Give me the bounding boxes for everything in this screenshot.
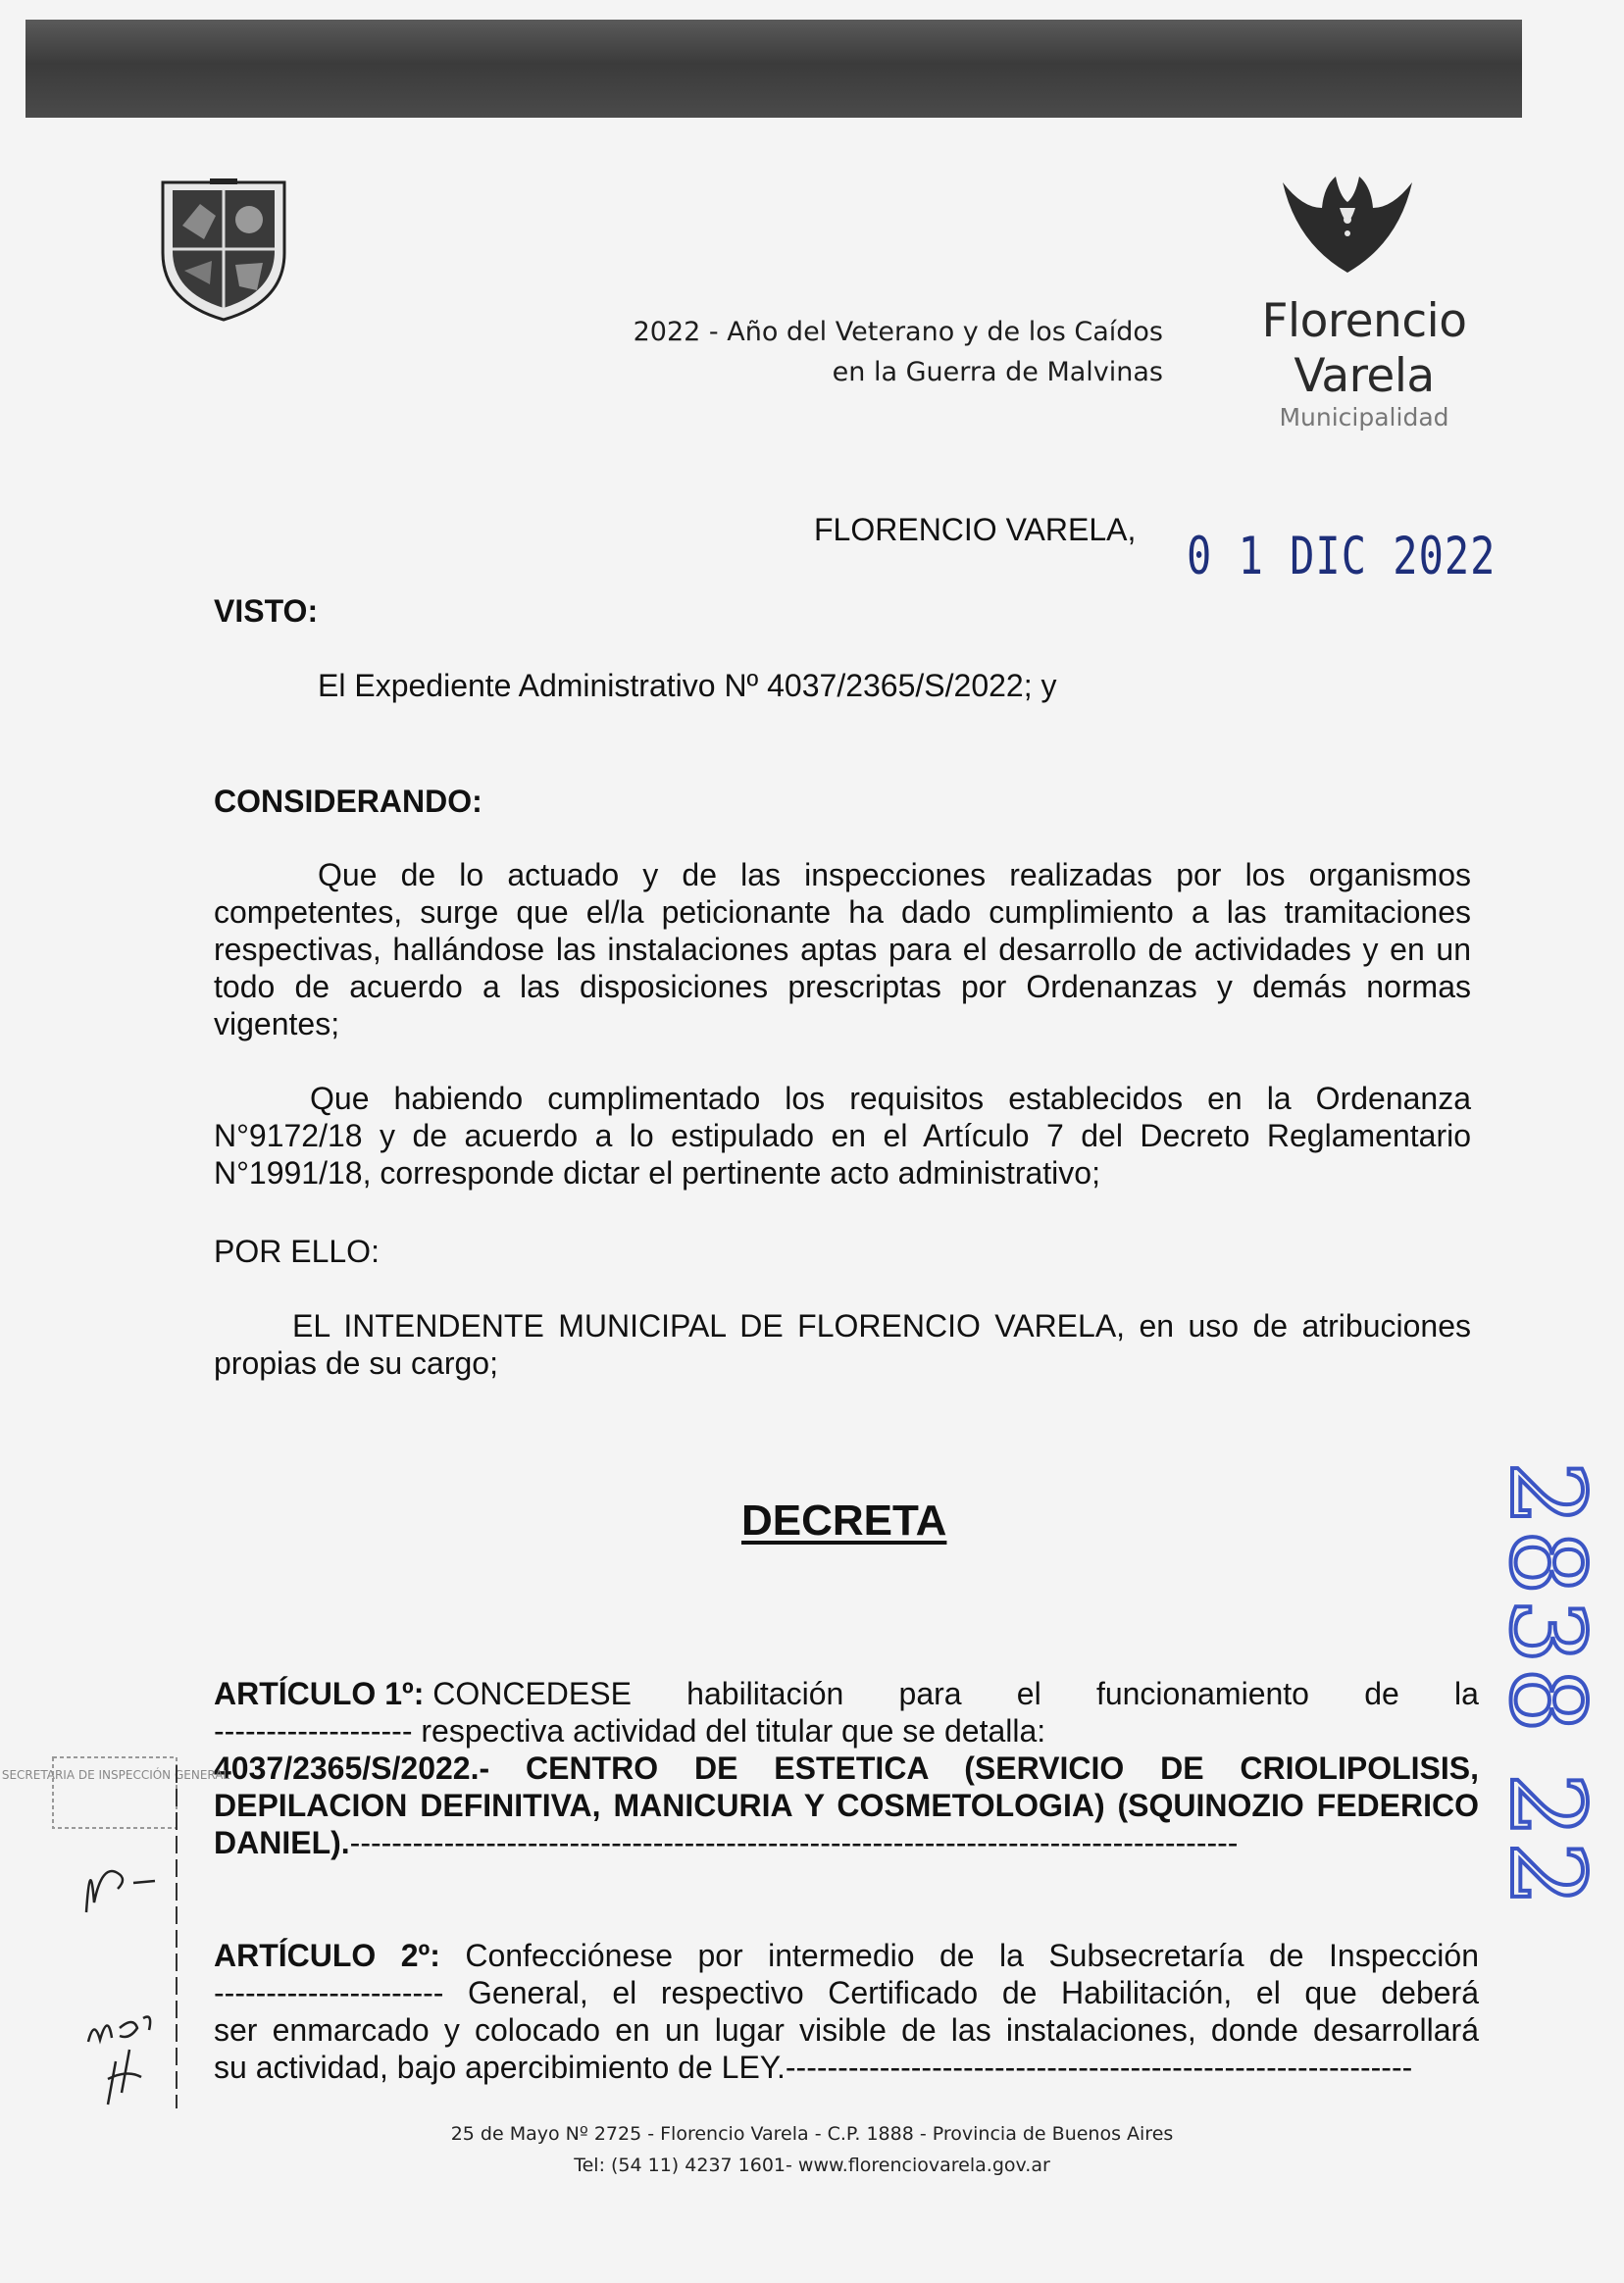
footer-address: 25 de Mayo Nº 2725 - Florencio Varela - C.P. 1888 - Provincia de Buenos Aires: [450, 2123, 1174, 2145]
year-motto: [634, 312, 1163, 392]
articulo-2: [214, 1937, 1479, 2086]
footer-contact: Tel: (54 11) 4237 1601- www.florenciovarela.gov.ar: [574, 2155, 1050, 2176]
articulo-1-trailing-dashes: -------------------------------------------------------------------------------------: [349, 1825, 1239, 1860]
articulo-1-line-2: respectiva actividad del titular que se detalla:: [421, 1713, 1046, 1749]
municipality-brand: [1202, 294, 1526, 431]
articulo-2-line-3: ser enmarcado y colocado en un lugar visible de las instalaciones, donde desarrollará: [214, 2012, 1479, 2048]
scan-dark-band: [25, 20, 1522, 118]
considerando-paragraph-2: Que habiendo cumplimentado los requisitos establecidos en la Ordenanza N°9172/18 y de acuerdo a lo estipulado en el Artículo 7 del Decreto Reglamentario N°1991/18, corresponde dictar el pertinente acto administrativo;: [214, 1081, 1471, 1191]
articulo-1-label: ARTÍCULO 1º:: [214, 1676, 425, 1711]
articulo-1-word: de: [1364, 1676, 1399, 1711]
articulo-2-label: ARTÍCULO 2º:: [214, 1938, 440, 1973]
articulo-1-word: funcionamiento: [1095, 1676, 1309, 1711]
intendente-paragraph: EL INTENDENTE MUNICIPAL DE FLORENCIO VARELA, en uso de atribuciones propias de su cargo;: [214, 1308, 1471, 1381]
articulo-1-word: habilitación: [686, 1676, 844, 1711]
articulo-1-word: para: [898, 1676, 962, 1711]
florencio-varela-flower-logo: [1277, 175, 1418, 275]
considerando-paragraph-1: Que de lo actuado y de las inspecciones realizadas por los organismos competentes, surge que el/la peticionante ha dado cumplimiento a las tramitaciones respectivas, hallándose las instalaciones aptas para el desarrollo de actividades y en un todo de acuerdo a las disposiciones prescriptas por Ordenanzas y demás normas vigentes;: [214, 857, 1471, 1041]
place-line: FLORENCIO VARELA,: [814, 512, 1137, 547]
municipal-shield-logo: [155, 177, 292, 324]
visto-text: El Expediente Administrativo Nº 4037/2365/S/2022; y: [318, 668, 1057, 703]
date-stamp: 0 1 DIC 2022: [1187, 526, 1497, 586]
side-stamp-text: SECRETARIA DE INSPECCIÓN GENERAL: [1, 1768, 230, 1782]
articulo-2-line-4: su actividad, bajo apercibimiento de LEY.: [214, 2050, 786, 2085]
brand-subtitle: Municipalidad: [1279, 403, 1449, 431]
motto-line-1: 2022 - Año del Veterano y de los Caídos: [633, 317, 1163, 347]
articulo-1-word: la: [1454, 1676, 1479, 1711]
articulo-1-word: el: [1016, 1676, 1041, 1711]
articulo-2-trailing-dashes: ------------------------------------------------------------: [785, 2050, 1413, 2085]
articulo-2-dashes: ----------------------: [214, 1975, 444, 2010]
side-stamp-initials: [1, 1755, 230, 2108]
articulo-1-word: CONCEDESE: [432, 1676, 632, 1711]
articulo-2-line-1: Confecciónese por intermedio de la Subsecretaría de Inspección: [465, 1938, 1480, 1973]
handwritten-decree-number: [1463, 1461, 1610, 1981]
brand-name: Florencio Varela: [1261, 294, 1467, 403]
por-ello: POR ELLO:: [214, 1234, 380, 1269]
visto-heading: VISTO:: [214, 593, 319, 629]
articulo-1: [214, 1675, 1479, 1861]
motto-line-2: en la Guerra de Malvinas: [832, 357, 1163, 387]
considerando-heading: CONSIDERANDO:: [214, 784, 482, 819]
handwritten-number-text: 2838 22: [1488, 1461, 1607, 1911]
document-footer: [0, 2118, 1624, 2181]
articulo-1-business: 4037/2365/S/2022.- CENTRO DE ESTETICA (SERVICIO DE CRIOLIPOLISIS, DEPILACION DEFINITIVA, MANICURIA Y COSMETOLOGIA) (SQUINOZIO FEDERICO DANIEL).: [214, 1750, 1479, 1860]
articulo-2-line-2: General, el respectivo Certificado de Habilitación, el que deberá: [468, 1975, 1480, 2010]
articulo-1-dashes: -------------------: [214, 1713, 413, 1749]
decreta-heading: DECRETA: [741, 1497, 947, 1545]
